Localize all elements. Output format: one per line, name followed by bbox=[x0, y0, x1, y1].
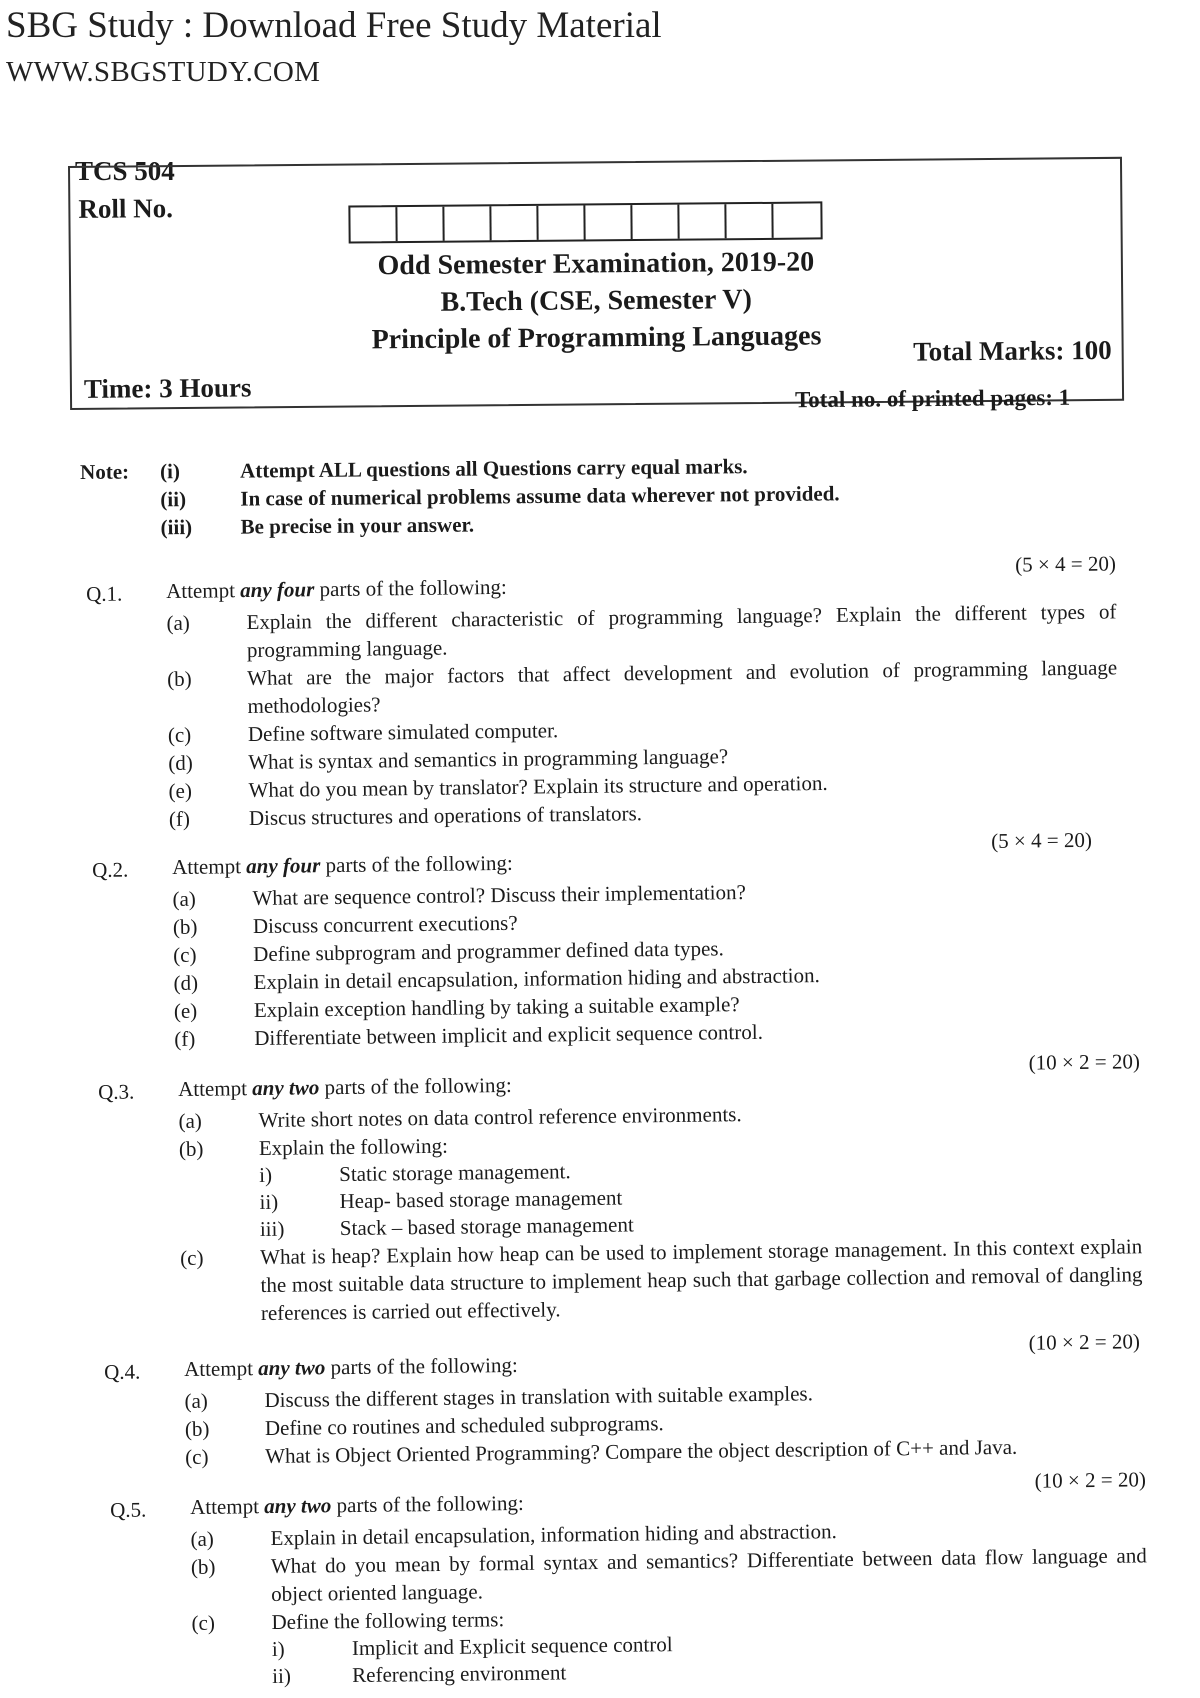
sub-part-label: i) bbox=[271, 1636, 285, 1662]
course-code: TCS 504 bbox=[75, 156, 175, 186]
roll-number-label: Roll No. bbox=[78, 193, 174, 224]
subject-name: Principle of Programming Languages bbox=[371, 320, 822, 356]
question-marks: (5 × 4 = 20) bbox=[1015, 551, 1117, 577]
part-label: (c) bbox=[191, 1610, 216, 1636]
question-instruction: Attempt any two parts of the following: bbox=[189, 1490, 524, 1520]
sub-part-text: Implicit and Explicit sequence control bbox=[351, 1632, 673, 1661]
part-text: Discuss concurrent executions? bbox=[252, 910, 518, 939]
part-text: Differentiate between implicit and explicit sequence control. bbox=[254, 1019, 764, 1051]
question-instruction: Attempt any two parts of the following: bbox=[177, 1072, 512, 1102]
part-text: Define software simulated computer. bbox=[247, 718, 559, 747]
part-label: (e) bbox=[173, 998, 198, 1024]
part-label: (a) bbox=[172, 886, 196, 912]
question-instruction: Attempt any two parts of the following: bbox=[183, 1352, 518, 1382]
question-marks: (10 × 2 = 20) bbox=[1028, 1329, 1141, 1355]
note-text: Be precise in your answer. bbox=[240, 512, 475, 539]
part-text: What are sequence control? Discuss their implementation? bbox=[252, 880, 746, 911]
part-label: (c) bbox=[180, 1245, 204, 1271]
exam-title-block bbox=[321, 243, 872, 359]
note-number: (i) bbox=[159, 459, 181, 484]
sub-part-label: i) bbox=[259, 1162, 273, 1188]
note-number: (ii) bbox=[160, 487, 187, 512]
question-part bbox=[100, 1232, 1143, 1329]
question-number: Q.1. bbox=[86, 581, 123, 606]
question-2 bbox=[92, 827, 1094, 1054]
sub-part-label: iii) bbox=[259, 1216, 285, 1242]
note-text: In case of numerical problems assume data wherever not provided. bbox=[240, 481, 840, 511]
part-label: (c) bbox=[173, 942, 197, 968]
printed-pages: Total no. of printed pages: 1 bbox=[794, 384, 1071, 413]
roll-number-box bbox=[632, 205, 679, 239]
exam-duration: Time: 3 Hours bbox=[83, 372, 252, 404]
question-marks: (10 × 2 = 20) bbox=[1028, 1049, 1141, 1075]
site-title: SBG Study : Download Free Study Material bbox=[6, 5, 662, 46]
question-marks: (5 × 4 = 20) bbox=[991, 827, 1093, 854]
exam-header-box bbox=[68, 157, 1124, 410]
part-text: Define co routines and scheduled subprograms. bbox=[264, 1411, 664, 1441]
part-text: Explain exception handling by taking a suitable example? bbox=[253, 992, 740, 1023]
question-number: Q.4. bbox=[104, 1359, 141, 1384]
part-label: (d) bbox=[168, 750, 193, 776]
roll-number-box bbox=[773, 203, 820, 237]
sub-part-text: Referencing environment bbox=[352, 1660, 567, 1688]
part-label: (b) bbox=[184, 1416, 210, 1442]
question-marks: (10 × 2 = 20) bbox=[1034, 1467, 1147, 1493]
sub-part-text: Heap- based storage management bbox=[339, 1185, 623, 1214]
sub-part-text: Static storage management. bbox=[339, 1159, 571, 1187]
roll-number-boxes bbox=[348, 201, 822, 243]
part-label: (a) bbox=[190, 1526, 214, 1552]
part-text: Discuss the different stages in translation with suitable examples. bbox=[264, 1381, 814, 1413]
question-number: Q.5. bbox=[110, 1497, 147, 1522]
part-text: Explain in detail encapsulation, information hiding and abstraction. bbox=[270, 1519, 837, 1551]
roll-number-box bbox=[679, 204, 726, 238]
roll-number-box bbox=[444, 206, 491, 240]
question-4 bbox=[104, 1329, 1141, 1472]
sub-part-label: ii) bbox=[272, 1663, 292, 1689]
part-text: What are the major factors that affect development and evolution of programming language methodologies? bbox=[247, 655, 1118, 719]
question-number: Q.2. bbox=[92, 857, 129, 882]
total-marks: Total Marks: 100 bbox=[913, 334, 1112, 367]
note-text: Attempt ALL questions all Questions carry equal marks. bbox=[239, 454, 748, 483]
note-number: (iii) bbox=[160, 515, 193, 540]
sub-part-text: Stack – based storage management bbox=[339, 1212, 634, 1241]
site-url: WWW.SBGSTUDY.COM bbox=[6, 56, 321, 88]
part-text: What is heap? Explain how heap can be used to implement storage management. In this context explain the most suitable data structure to implement heap such that garbage collection and removal of dangling references is carried out effectively. bbox=[260, 1234, 1143, 1326]
part-text: Explain the following: bbox=[258, 1133, 448, 1161]
part-text: What is Object Oriented Programming? Compare the object description of C++ and Java. bbox=[265, 1434, 1018, 1469]
question-1 bbox=[86, 551, 1119, 834]
part-label: (a) bbox=[184, 1388, 208, 1414]
part-text: Write short notes on data control reference environments. bbox=[258, 1102, 742, 1133]
roll-number-box bbox=[491, 206, 538, 240]
part-text: Define subprogram and programmer defined data types. bbox=[253, 936, 724, 967]
part-label: (e) bbox=[168, 778, 193, 804]
part-label: (b) bbox=[190, 1554, 216, 1580]
program-name: B.Tech (CSE, Semester V) bbox=[440, 284, 753, 318]
part-text: Discus structures and operations of translators. bbox=[248, 801, 643, 831]
question-instruction: Attempt any four parts of the following: bbox=[165, 574, 507, 604]
roll-number-box bbox=[726, 204, 773, 238]
roll-number-box bbox=[397, 207, 444, 241]
part-label: (c) bbox=[185, 1444, 209, 1470]
question-instruction: Attempt any four parts of the following: bbox=[171, 850, 513, 880]
part-label: (a) bbox=[178, 1108, 202, 1134]
question-5 bbox=[110, 1467, 1148, 1692]
part-label: (c) bbox=[167, 722, 192, 748]
exam-name: Odd Semester Examination, 2019-20 bbox=[377, 246, 815, 282]
instructions-note bbox=[80, 451, 1121, 544]
question-3 bbox=[98, 1049, 1143, 1329]
part-text: Explain in detail encapsulation, information hiding and abstraction. bbox=[253, 963, 820, 995]
note-label: Note: bbox=[80, 459, 130, 484]
part-label: (f) bbox=[174, 1026, 196, 1052]
part-label: (f) bbox=[168, 806, 191, 832]
part-label: (a) bbox=[166, 610, 190, 636]
roll-number-box bbox=[350, 207, 397, 241]
part-text: Explain the different characteristic of programming language? Explain the different types of programming language. bbox=[246, 599, 1117, 663]
part-text: What do you mean by formal syntax and semantics? Differentiate between data flow language and object oriented language. bbox=[270, 1543, 1147, 1607]
part-label: (b) bbox=[167, 666, 192, 692]
part-text: What do you mean by translator? Explain its structure and operation. bbox=[248, 770, 828, 803]
roll-number-box bbox=[538, 205, 585, 239]
part-text: What is syntax and semantics in programming language? bbox=[248, 744, 729, 775]
question-number: Q.3. bbox=[98, 1079, 135, 1104]
part-label: (b) bbox=[178, 1136, 204, 1162]
part-label: (d) bbox=[173, 970, 199, 996]
roll-number-box bbox=[585, 205, 632, 239]
part-text: Define the following terms: bbox=[271, 1607, 505, 1635]
sub-part-label: ii) bbox=[259, 1189, 279, 1215]
part-label: (b) bbox=[172, 914, 198, 940]
